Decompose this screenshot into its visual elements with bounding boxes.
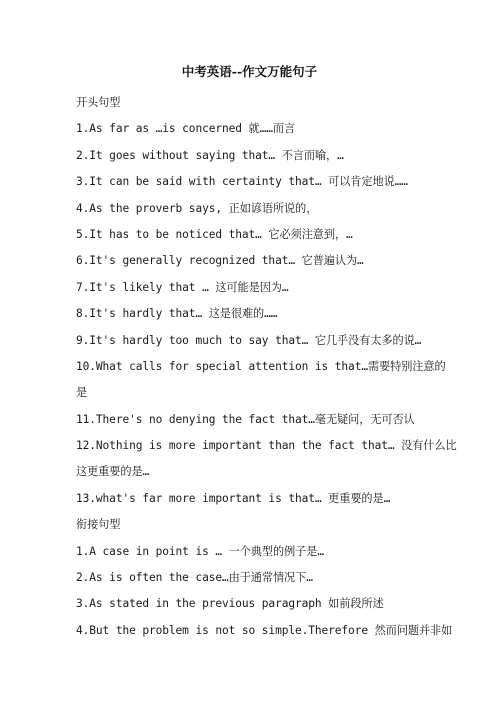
text-line: 是 [76, 386, 88, 400]
text-line: 2.It goes without saying that… 不言而喻，… [76, 148, 344, 162]
text-line: 3.It can be said with certainty that… 可以肯定地说…… [76, 175, 408, 189]
text-line: 12.Nothing is more important than the fact that… 没有什么比 [76, 439, 457, 453]
text-line: 3.As stated in the previous paragraph 如前段所述 [76, 597, 384, 611]
text-line: 4.But the problem is not so simple.Therefore 然而问题并非如 [76, 623, 453, 637]
text-line: 7.It's likely that … 这可能是因为… [76, 280, 289, 294]
text-line: 8.It's hardly that… 这是很难的…… [76, 307, 278, 321]
text-line: 这更重要的是… [76, 465, 150, 479]
text-line: 9.It's hardly too much to say that… 它几乎没有太多的说… [76, 333, 422, 347]
text-line: 6.It's generally recognized that… 它普遍认为… [76, 254, 364, 268]
text-line: 10.What calls for special attention is that…需要特别注意的 [76, 359, 446, 373]
text-line: 1.A case in point is … 一个典型的例子是… [76, 544, 324, 558]
section-heading-opening: 开头句型 [76, 96, 121, 109]
text-line: 13.what's far more important is that… 更重要的是… [76, 491, 391, 505]
text-line: 4.As the proverb says, 正如谚语所说的， [76, 201, 318, 215]
document-title: 中考英语--作文万能句子 [181, 64, 318, 79]
text-line: 1.As far as …is concerned 就……而言 [76, 122, 296, 136]
text-line: 11.There's no denying the fact that…毫无疑问，无可否认 [76, 412, 415, 426]
section-heading-transition: 衔接句型 [76, 518, 121, 532]
text-line: 5.It has to be noticed that… 它必须注意到，… [76, 227, 353, 241]
text-line: 2.As is often the case…由于通常情况下… [76, 571, 313, 585]
content-body [76, 90, 457, 644]
